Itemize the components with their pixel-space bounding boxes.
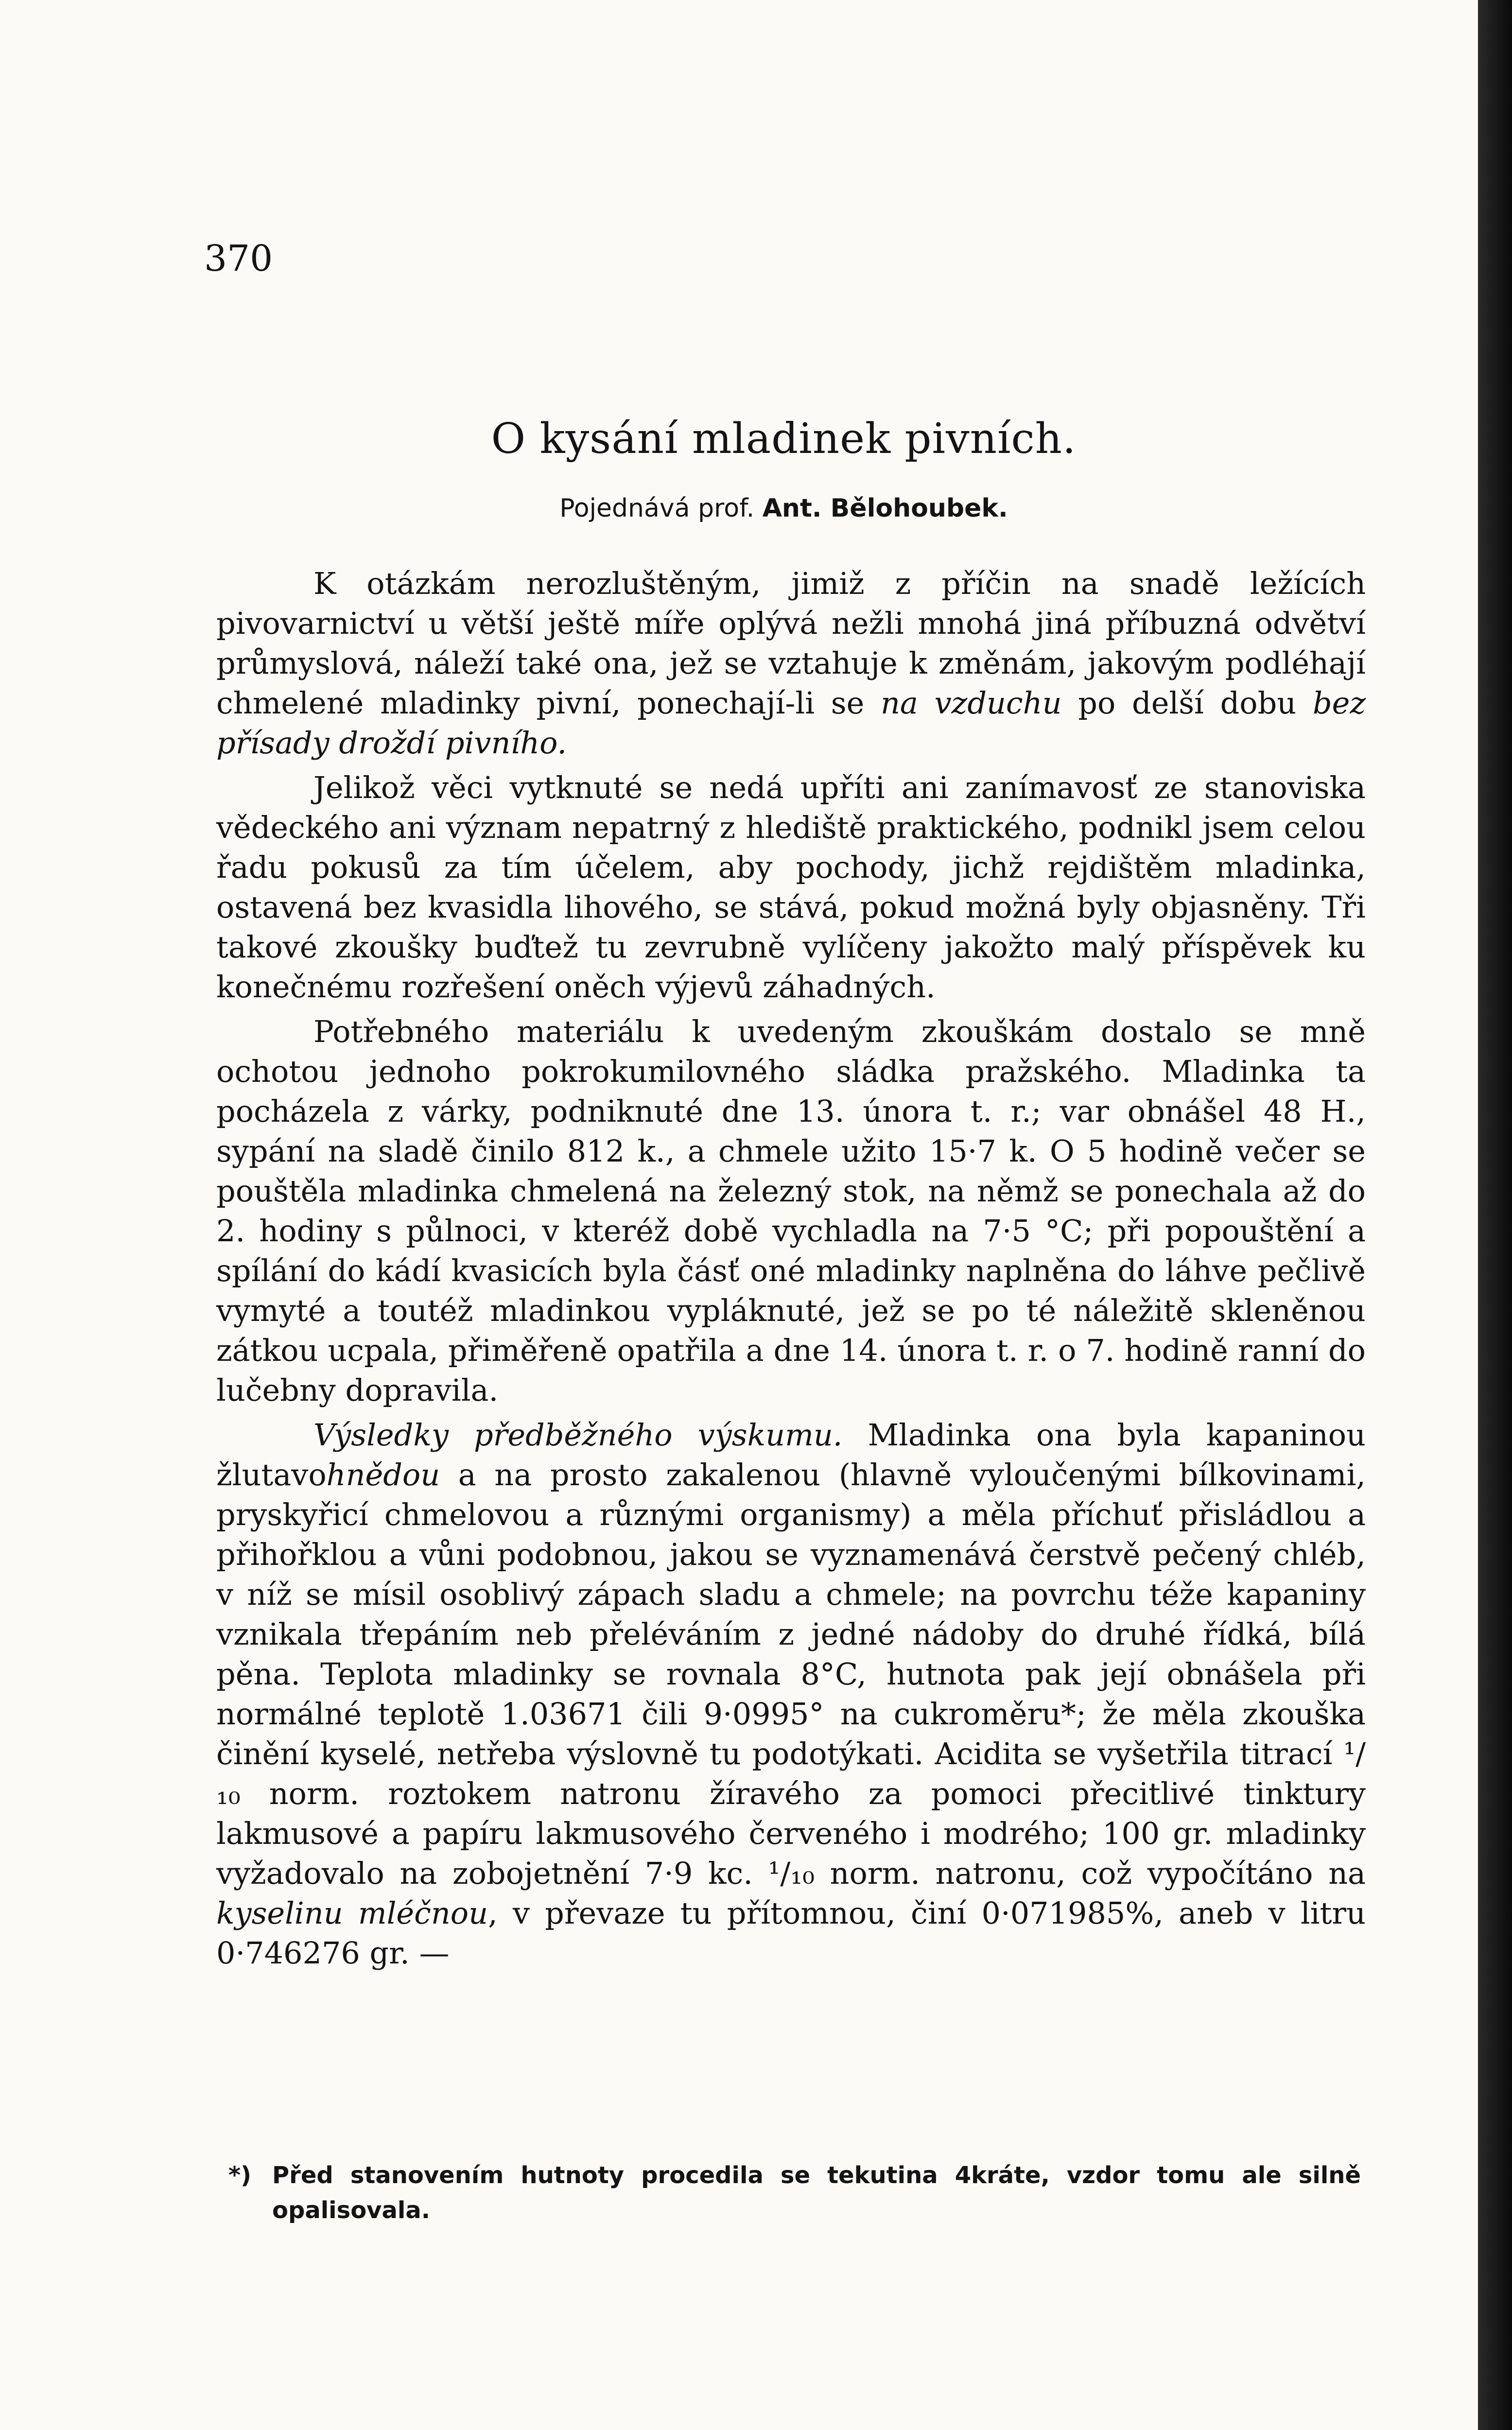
footnote-mark: *) bbox=[228, 2162, 252, 2189]
footnote bbox=[228, 2158, 1361, 2228]
p4-emphasis-brown: hnědou bbox=[326, 1457, 440, 1493]
byline-author: Ant. Bělohoubek. bbox=[762, 494, 1008, 523]
p1-text-b: po delší dobu bbox=[1061, 685, 1313, 721]
article-body bbox=[216, 564, 1366, 1973]
paragraph-1 bbox=[216, 564, 1366, 763]
page-edge-shadow bbox=[1478, 0, 1512, 2430]
paragraph-4 bbox=[216, 1415, 1366, 1973]
p4-heading: Výsledky předběžného výskumu. bbox=[313, 1417, 843, 1453]
p4-text-a: Mladinka ona byla kapaninou žlutavo bbox=[216, 1417, 1366, 1493]
p1-emphasis-air: na vzduchu bbox=[881, 685, 1062, 721]
p4-emphasis-lactic-acid: kyselinu mléčnou bbox=[216, 1895, 488, 1931]
page-number: 370 bbox=[204, 238, 273, 279]
p4-text-b: a na prosto zakalenou (hlavně vyloučenými bílkovinami, pryskyřicí chmelovou a různými organismy) a měla příchuť přisládlou a přihořklou a vůni podobnou, jakou se vyznamenává čerstvě pečený chléb, v níž se mísil osoblivý zápach sladu a chmele; na povrchu téže kapaniny vznikala třepáním neb přeléváním z jedné nádoby do druhé řídká, bílá pěna. Teplota mladinky se rovnala 8°C, hutnota pak její obnášela při normálné teplotě 1.03671 čili 9·0995° na cukroměru*; že měla zkouška činění kyselé, netřeba výslovně tu podotýkati. Acidita se vyšetřila titrací ¹/₁₀ norm. roztokem natronu žíravého za pomoci přecitlivé tinktury lakmusové a papíru lakmusového červeného i modrého; 100 gr. mladinky vyžadovalo na zobojetnění 7·9 kc. ¹/₁₀ norm. natronu, což vypočítáno na bbox=[216, 1457, 1366, 1891]
p1-emphasis-yeast: bez přísady droždí pivního. bbox=[216, 685, 1366, 761]
p1-text-a: K otázkám nerozluštěným, jimiž z příčin na snadě ležících pivovarnictví u větší ještě míře oplývá nežli mnohá jiná příbuzná odvětví průmyslová, náleží také ona, jež se vztahuje k změnám, jakovým podléhají chmelené mladinky pivní, ponechají-li se bbox=[216, 566, 1366, 721]
footnote-text: Před stanovením hutnoty procedila se tekutina 4kráte, vzdor tomu ale silně opalisovala. bbox=[272, 2162, 1361, 2224]
article-byline bbox=[204, 496, 1363, 521]
article-title: O kysání mladinek pivních. bbox=[491, 415, 1077, 463]
p4-text-c: , v převaze tu přítomnou, činí 0·071985%, aneb v litru 0·746276 gr. — bbox=[216, 1895, 1366, 1971]
byline-prefix: Pojednává prof. bbox=[559, 494, 763, 523]
paragraph-3: Potřebného materiálu k uvedeným zkouškám dostalo se mně ochotou jednoho pokrokumilovného sládka pražského. Mladinka ta pocházela z várky, podniknuté dne 13. února t. r.; var obnášel 48 H., sypání na sladě činilo 812 k., a chmele užito 15·7 k. O 5 hodině večer se pouštěla mladinka chmelená na železný stok, na němž se ponechala až do 2. hodiny s půlnoci, v kteréž době vychladla na 7·5 °C; při popouštění a spílání do kádí kvasicích byla čásť oné mladinky naplněna do láhve pečlivě vymyté a toutéž mladinkou vypláknuté, jež se po té náležitě skleněnou zátkou ucpala, přiměřeně opatřila a dne 14. února t. r. o 7. hodině ranní do lučebny dopravila. bbox=[216, 1014, 1366, 1408]
paragraph-2: Jelikož věci vytknuté se nedá upříti ani zanímavosť ze stanoviska vědeckého ani význam nepatrný z hlediště praktického, podnikl jsem celou řadu pokusů za tím účelem, aby pochody, jichž rejdištěm mladinka, ostavená bez kvasidla lihového, se stává, pokud možná byly objasněny. Tři takové zkoušky buďtež tu zevrubně vylíčeny jakožto malý příspěvek ku konečnému rozřešení oněch výjevů záhadných. bbox=[216, 770, 1366, 1005]
